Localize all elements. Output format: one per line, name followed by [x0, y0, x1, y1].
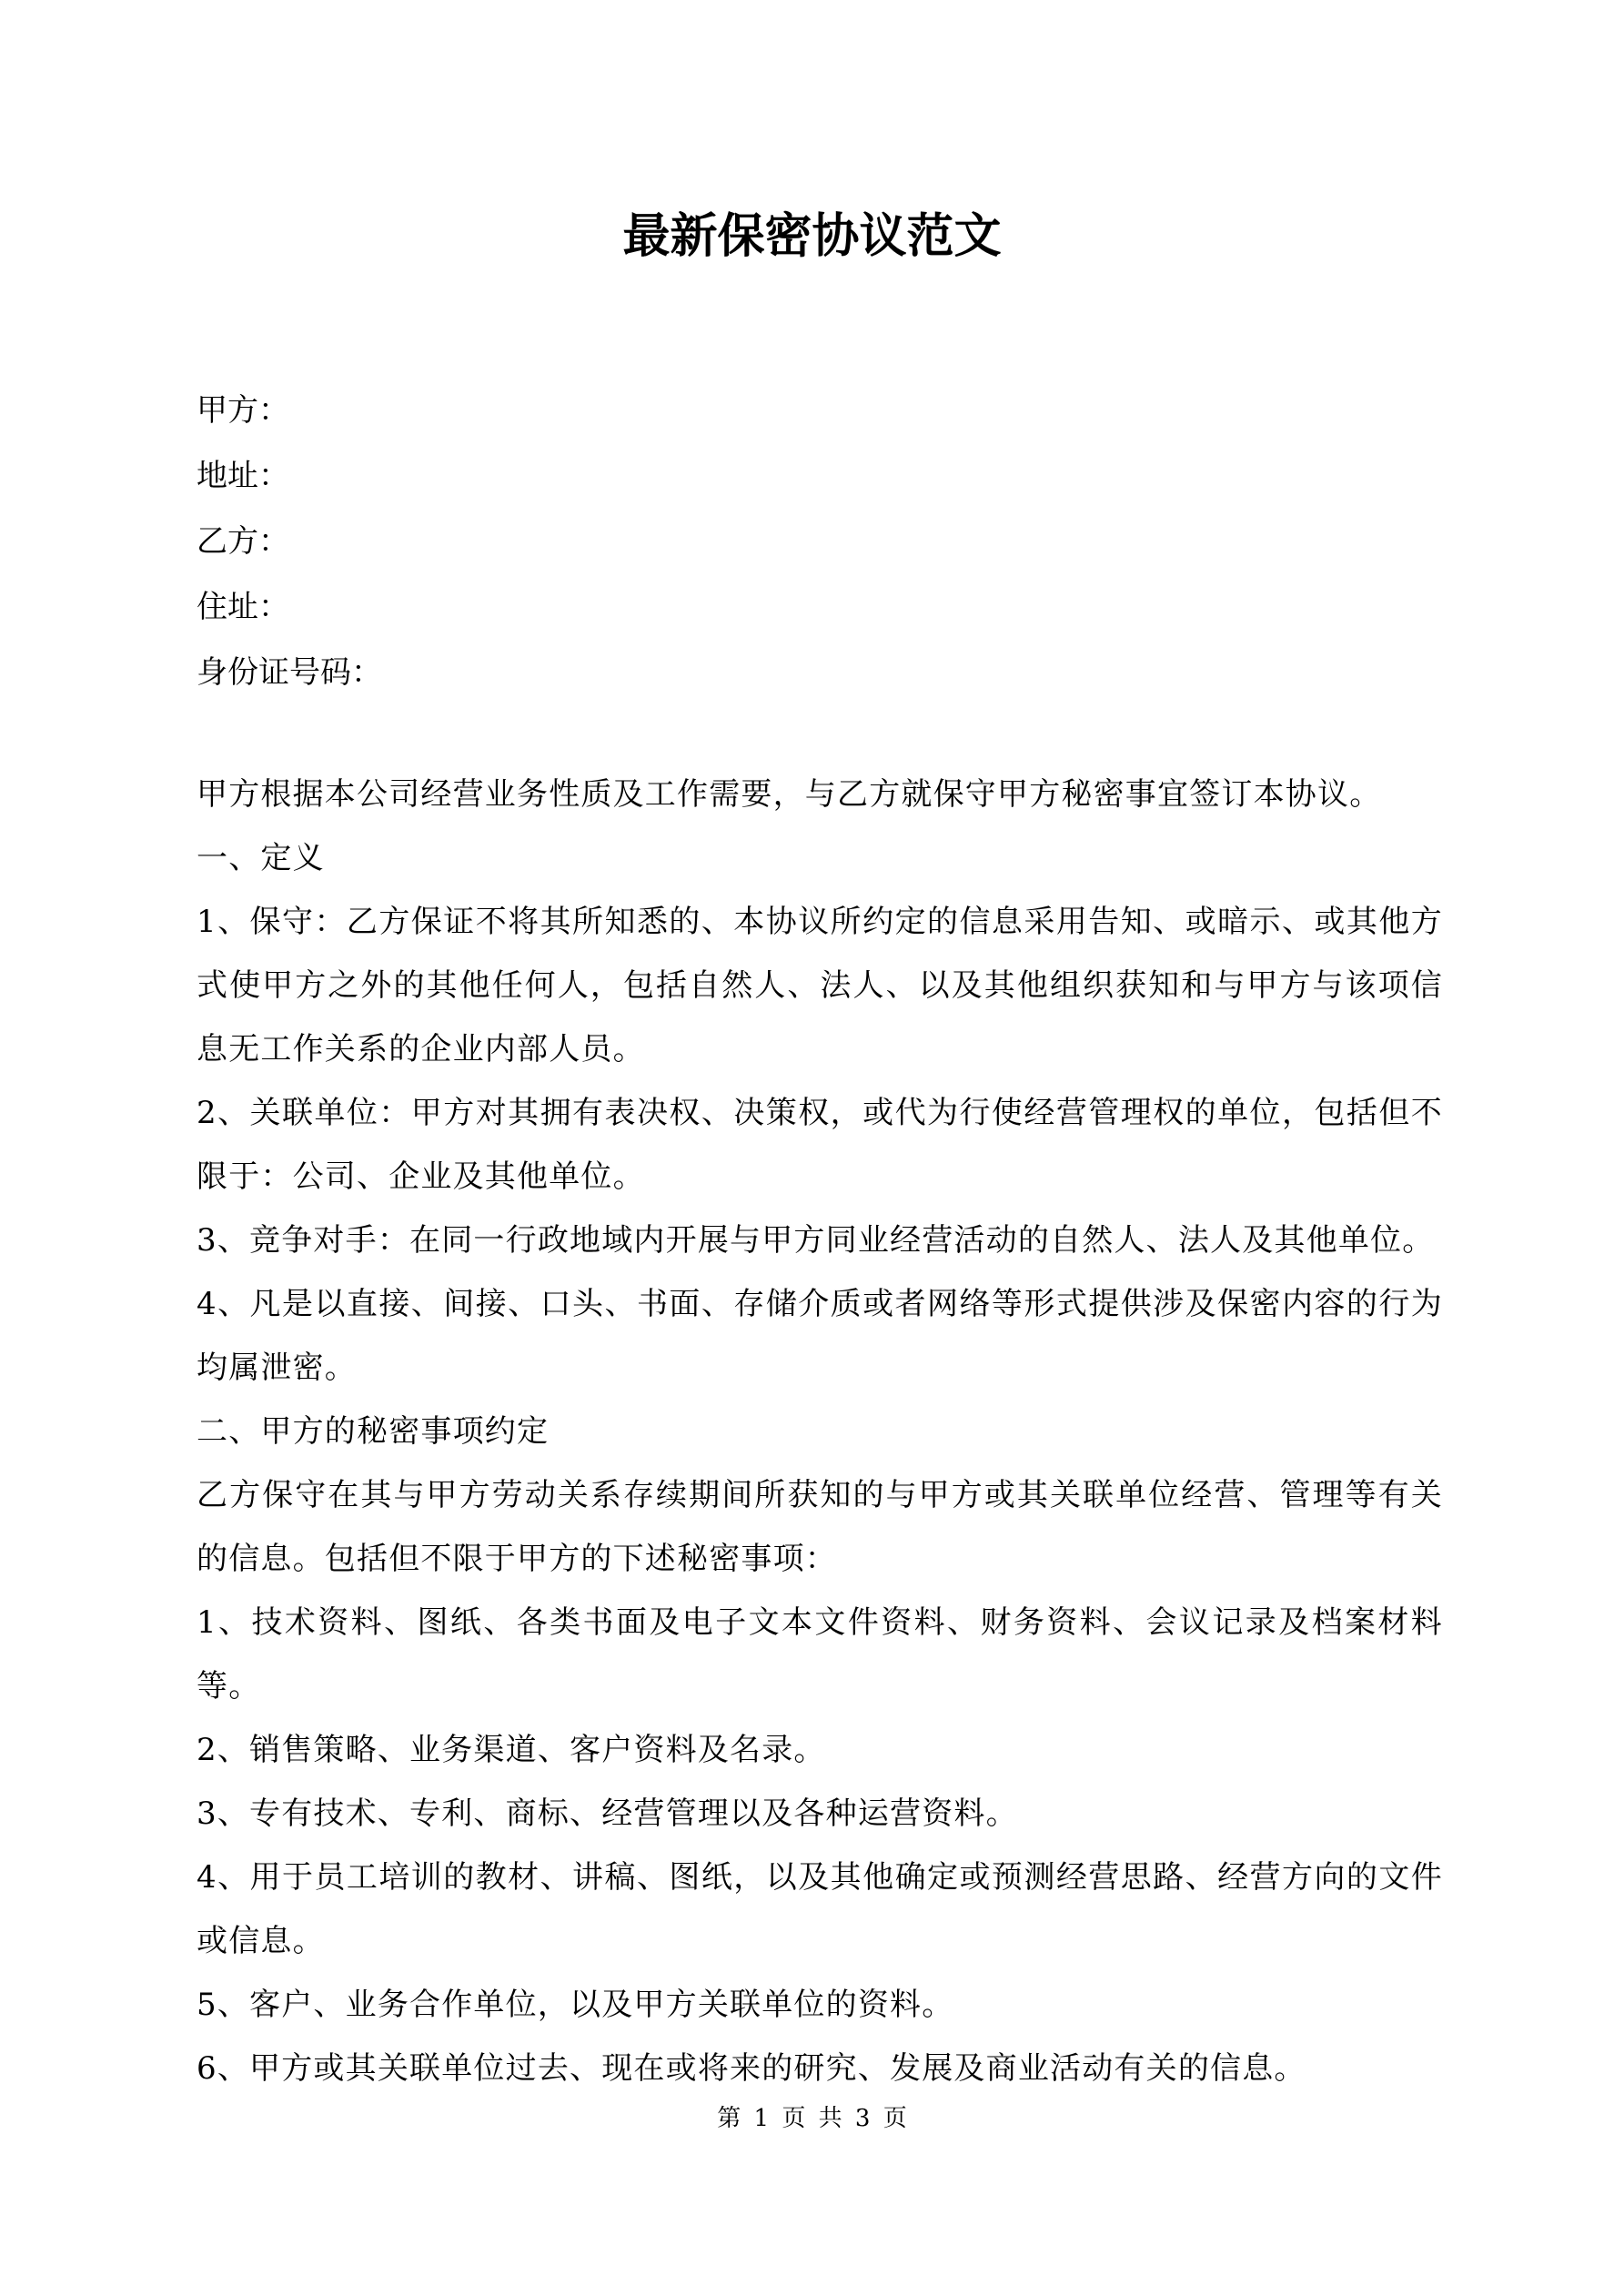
clause-paragraph: 2、销售策略、业务渠道、客户资料及名录。: [197, 1732, 826, 1768]
clause-paragraph: 乙方保守在其与甲方劳动关系存续期间所获知的与甲方或其关联单位经营、管理等有关的信息。包括但不限于甲方的下述秘密事项：: [197, 1477, 1443, 1577]
party-b-field: 乙方：: [197, 523, 289, 560]
section-heading-definitions: 一、定义: [197, 840, 325, 876]
clause-paragraph: 4、凡是以直接、间接、口头、书面、存储介质或者网络等形式提供涉及保密内容的行为均属泄密。: [197, 1286, 1443, 1386]
clause-paragraph: 4、用于员工培训的教材、讲稿、图纸，以及其他确定或预测经营思路、经营方向的文件或信息。: [197, 1859, 1443, 1959]
clause-paragraph: 3、竞争对手：在同一行政地域内开展与甲方同业经营活动的自然人、法人及其他单位。: [197, 1222, 1435, 1259]
clause-paragraph: 1、技术资料、图纸、各类书面及电子文本文件资料、财务资料、会议记录及档案材料等。: [197, 1604, 1443, 1704]
id-number-field: 身份证号码：: [197, 654, 382, 691]
agreement-body: [197, 763, 1443, 2100]
party-fields: [197, 378, 1443, 705]
section-heading-secret-matters: 二、甲方的秘密事项约定: [197, 1413, 550, 1450]
clause-paragraph: 1、保守：乙方保证不将其所知悉的、本协议所约定的信息采用告知、或暗示、或其他方式使甲方之外的其他任何人，包括自然人、法人、以及其他组织获知和与甲方与该项信息无工作关系的企业内部人员。: [197, 904, 1443, 1067]
clause-paragraph: 5、客户、业务合作单位，以及甲方关联单位的资料。: [197, 1987, 954, 2023]
preamble-paragraph: 甲方根据本公司经营业务性质及工作需要，与乙方就保守甲方秘密事宜签订本协议。: [197, 776, 1382, 813]
clause-paragraph: 2、关联单位：甲方对其拥有表决权、决策权，或代为行使经营管理权的单位，包括但不限于：公司、企业及其他单位。: [197, 1095, 1443, 1195]
party-a-field: 甲方：: [197, 392, 289, 429]
clause-paragraph: 3、专有技术、专利、商标、经营管理以及各种运营资料。: [197, 1795, 1018, 1832]
party-b-residence-field: 住址：: [197, 589, 289, 625]
party-a-address-field: 地址：: [197, 458, 289, 494]
clause-paragraph: 6、甲方或其关联单位过去、现在或将来的研究、发展及商业活动有关的信息。: [197, 2050, 1306, 2087]
document-title: 最新保密协议范文: [622, 209, 1002, 264]
page-footer: 第 1 页 共 3 页: [717, 2105, 907, 2132]
